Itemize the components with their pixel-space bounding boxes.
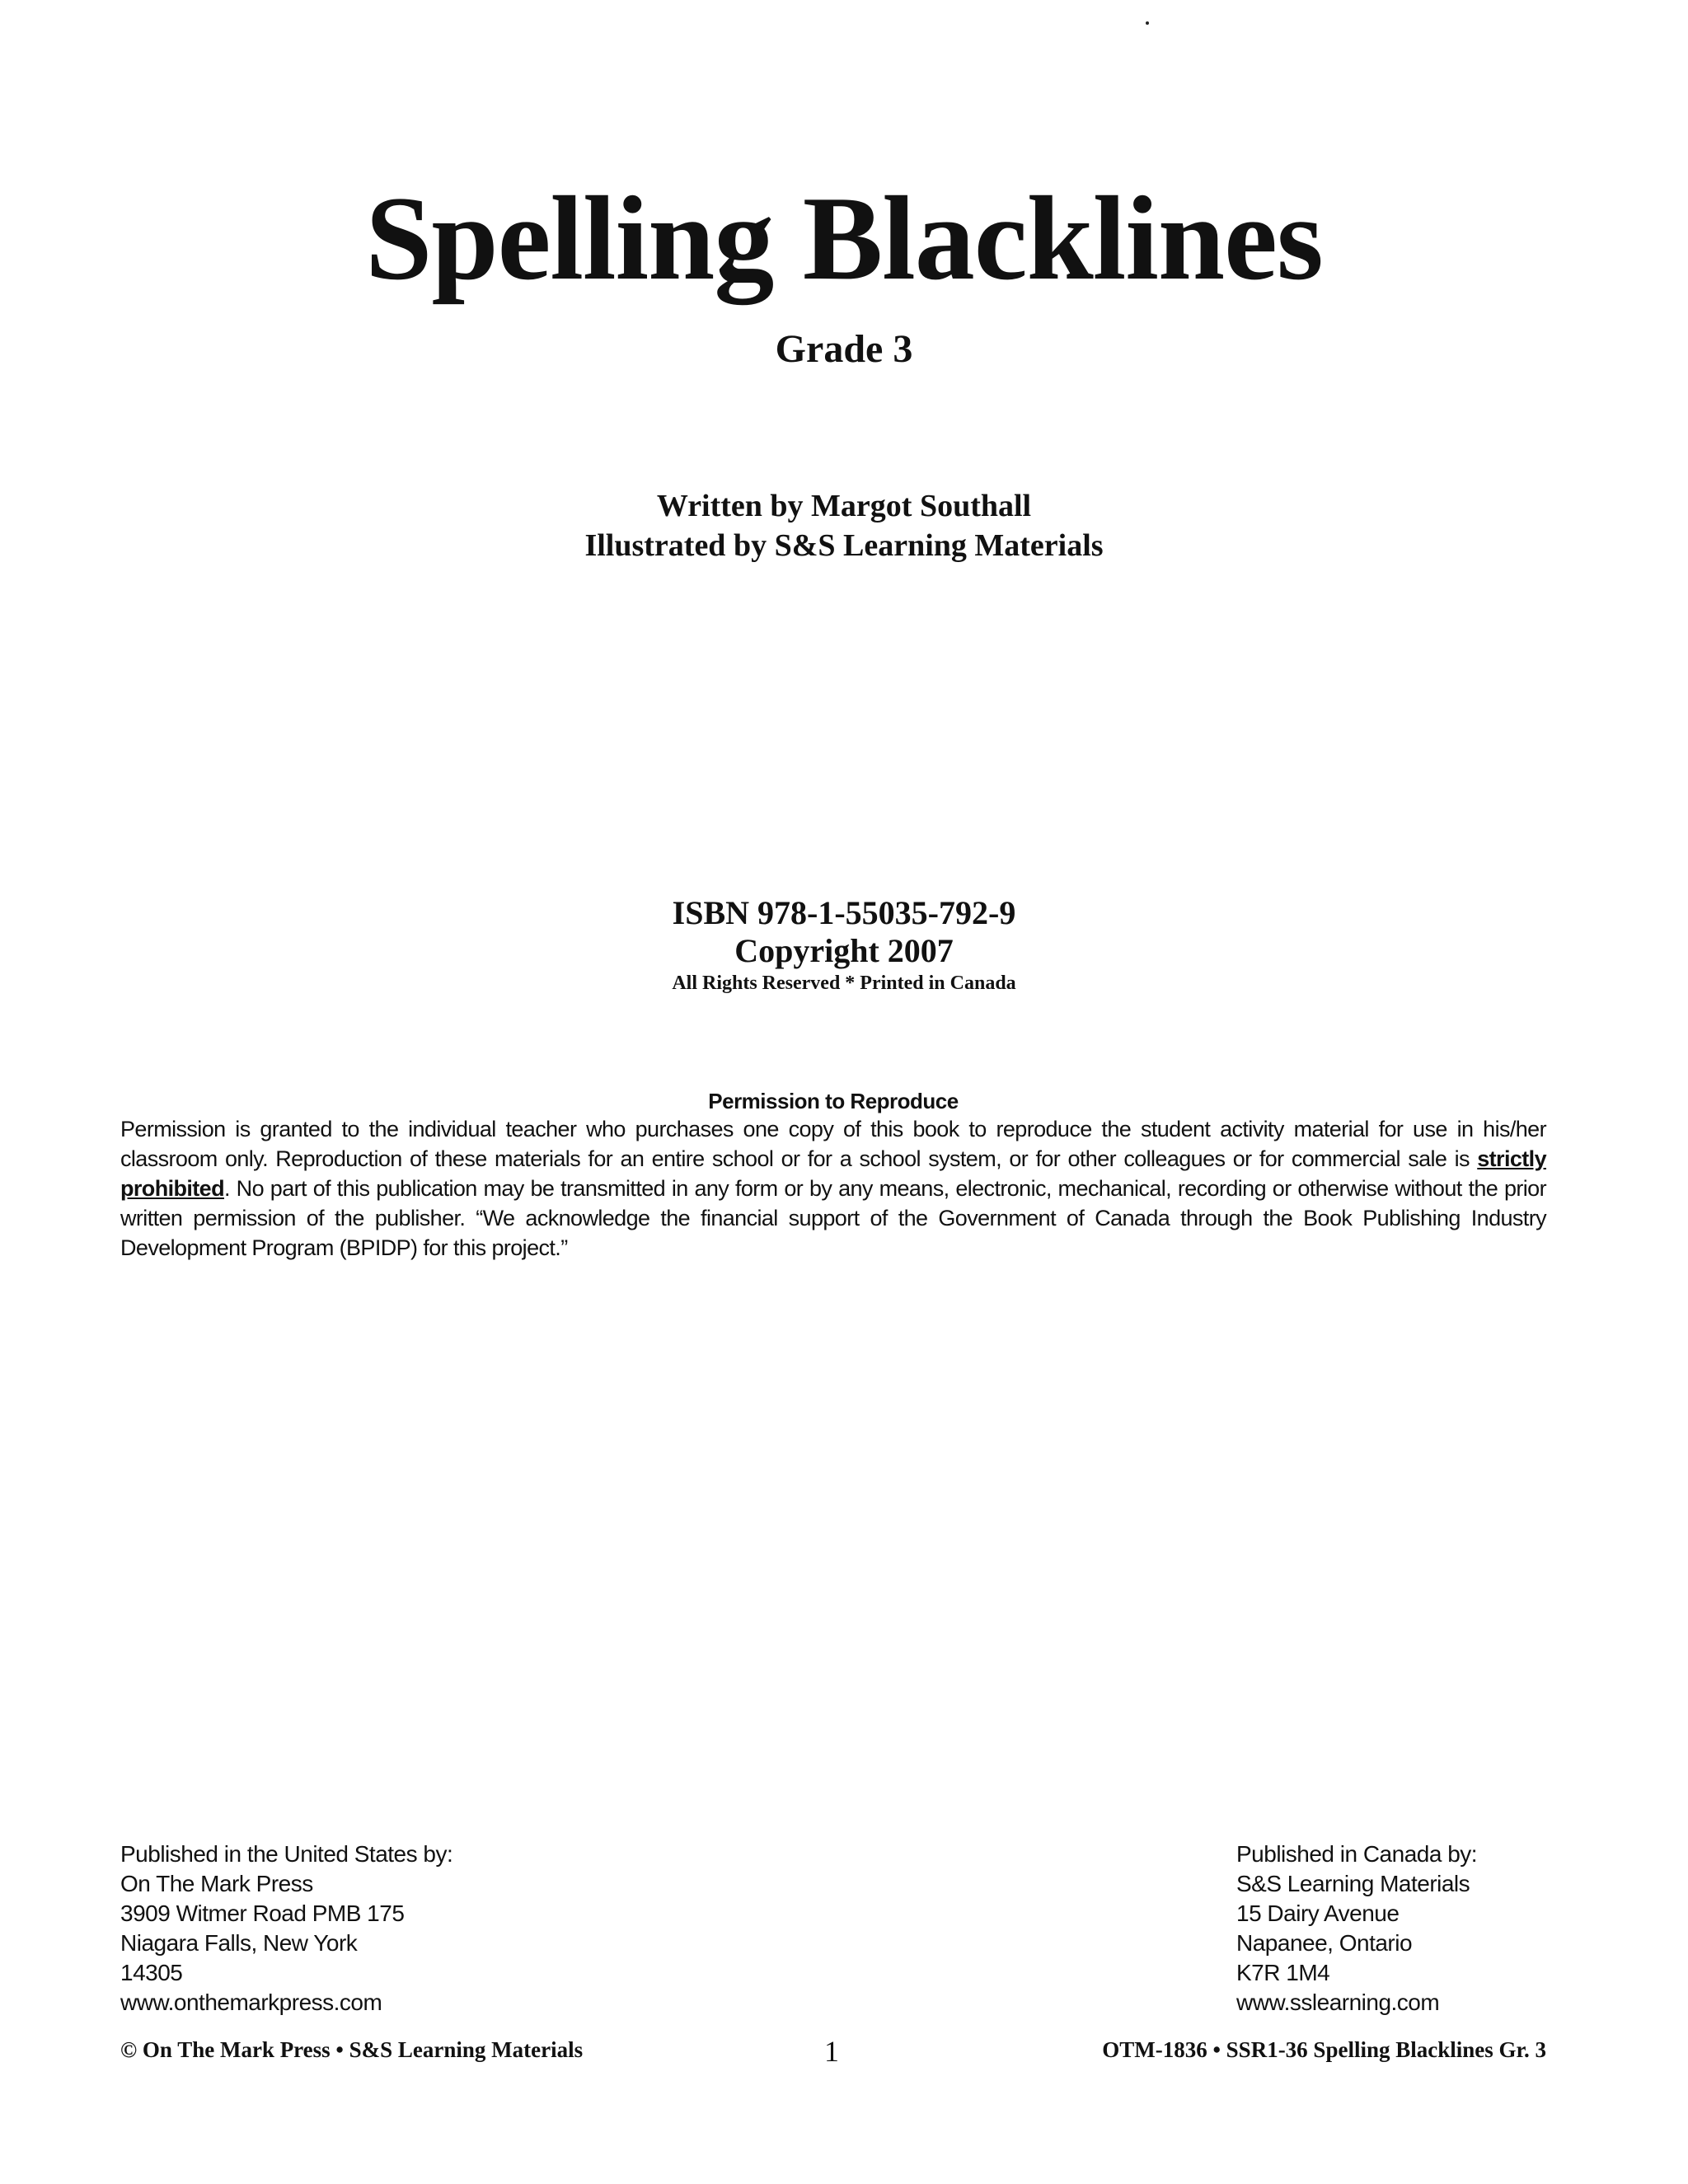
footer-copyright: © On The Mark Press • S&S Learning Materials (120, 2037, 584, 2062)
canada-publisher-block (1236, 1840, 1477, 2018)
permission-emphasis: strictly prohibited (120, 1146, 1546, 1201)
canada-publisher-name: S&S Learning Materials (1236, 1871, 1470, 1896)
permission-heading: Permission to Reproduce (708, 1089, 959, 1113)
us-publisher-website: www.onthemarkpress.com (120, 1990, 382, 2015)
canada-publisher-heading: Published in Canada by: (1236, 1841, 1478, 1867)
scan-speck (1146, 21, 1149, 25)
author-credit: Written by Margot Southall (656, 489, 1032, 523)
grade-label: Grade 3 (775, 327, 913, 371)
us-publisher-name: On The Mark Press (120, 1871, 313, 1896)
canada-publisher-postal: K7R 1M4 (1236, 1960, 1330, 1985)
permission-section (120, 1088, 1546, 1263)
permission-text-part2: . No part of this publication may be transmitted in any form or by any means, electronic, mechanical, recording or otherwise without the prior written permission of the publisher. “We acknowledge the financial support of the Government of Canada through the Book Publishing Industry Development Program (BPIDP) for this project.” (120, 1176, 1546, 1260)
footer-product-code: OTM-1836 • SSR1-36 Spelling Blacklines Gr. 3 (1102, 2037, 1546, 2062)
us-publisher-city: Niagara Falls, New York (120, 1930, 358, 1956)
rights-statement: All Rights Reserved * Printed in Canada (672, 972, 1016, 994)
canada-publisher-street: 15 Dairy Avenue (1236, 1900, 1400, 1926)
permission-body (120, 1114, 1546, 1263)
us-publisher-block (120, 1840, 452, 2018)
canada-publisher-city: Napanee, Ontario (1236, 1930, 1413, 1956)
page-footer (120, 2037, 1546, 2070)
isbn: ISBN 978-1-55035-792-9 (672, 894, 1016, 931)
us-publisher-heading: Published in the United States by: (120, 1841, 453, 1867)
us-publisher-street: 3909 Witmer Road PMB 175 (120, 1900, 405, 1926)
credits (0, 486, 1688, 565)
publication-info (0, 894, 1688, 996)
illustrator-credit: Illustrated by S&S Learning Materials (584, 528, 1104, 563)
page-number: 1 (824, 2035, 839, 2068)
copyright: Copyright 2007 (734, 932, 954, 969)
page-title: Spelling Blacklines (365, 171, 1323, 305)
permission-text-part1: Permission is granted to the individual teacher who purchases one copy of this book to reproduce the student activity material for use in his/her classroom only. Reproduction of these materials for an entire school or for a school system, or for other colleagues or for commercial sale is (120, 1117, 1546, 1171)
us-publisher-postal: 14305 (120, 1960, 183, 1985)
canada-publisher-website: www.sslearning.com (1236, 1990, 1440, 2015)
